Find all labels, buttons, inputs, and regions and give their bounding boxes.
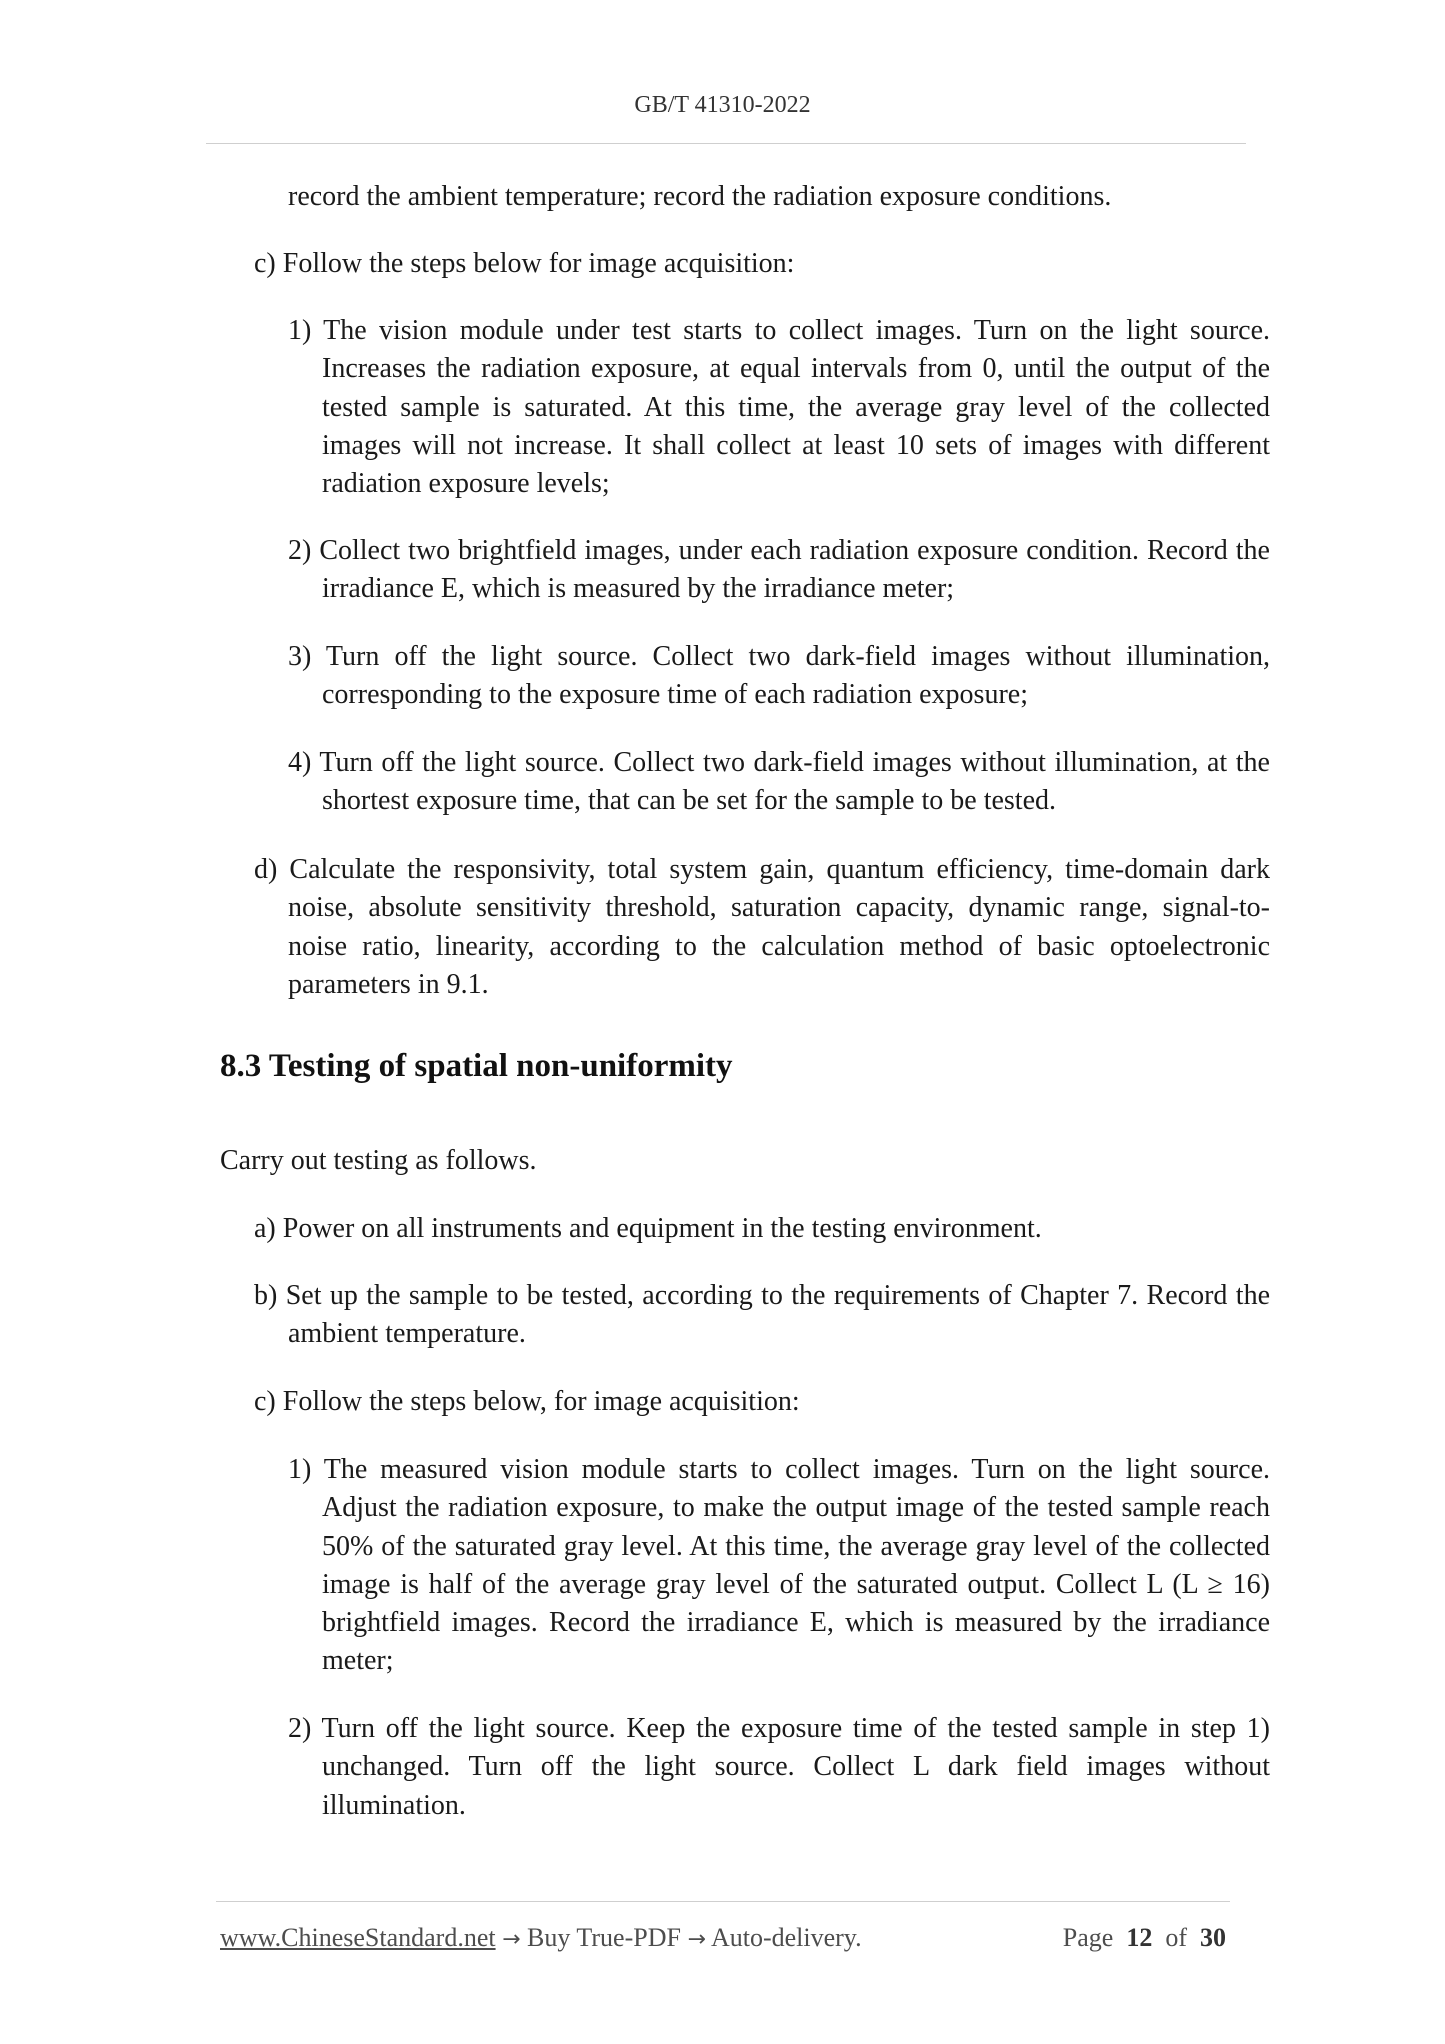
list-label: d) <box>254 854 278 885</box>
step-item-1 <box>288 312 1270 503</box>
page-word: Page <box>1062 1923 1114 1952</box>
b-continuation-text: record the ambient temperature; record the radiation exposure conditions. <box>288 181 1112 212</box>
list-text: Calculate the responsivity, total system gain, quantum efficiency, time-domain dark noise, absolute sensitivity threshold, saturation capacity, dynamic range, signal-to-noise ratio, linearity, according to the calculation method of basic optoelectronic parameters in 9.1. <box>288 854 1271 1000</box>
arrow-right-icon: → <box>687 1927 706 1952</box>
list-text: Set up the sample to be tested, according to the requirements of Chapter 7. Record the ambient temperature. <box>285 1280 1271 1350</box>
list-text: Follow the steps below, for image acquisition: <box>282 1386 800 1417</box>
page-indicator <box>1063 1923 1226 1953</box>
auto-delivery-text: Auto-delivery. <box>710 1923 862 1952</box>
step-item-2 <box>288 532 1270 609</box>
document-footer <box>220 1923 1226 1953</box>
buy-true-pdf-text: Buy True-PDF <box>527 1923 681 1952</box>
footer-divider <box>216 1901 1230 1902</box>
list-item-a <box>254 1210 1270 1248</box>
website-link[interactable]: www.ChineseStandard.net <box>220 1923 496 1952</box>
document-header: GB/T 41310-2022 <box>634 92 811 118</box>
step-item-4 <box>288 744 1270 821</box>
list-label: a) <box>254 1213 276 1244</box>
list-label: c) <box>254 1386 276 1417</box>
step-label: 1) <box>288 315 312 346</box>
step-text: The vision module under test starts to collect images. Turn on the light source. Increases the radiation exposure, at equal intervals from 0, until the output of the tested sample is saturated. At this time, the average gray level of the collected images will not increase. It shall collect at least 10 sets of images with different radiation exposure levels; <box>322 315 1270 500</box>
step-item-3 <box>288 638 1270 715</box>
step-label: 2) <box>288 535 312 566</box>
list-item-d <box>254 851 1270 1004</box>
list-text: Power on all instruments and equipment in the testing environment. <box>282 1213 1042 1244</box>
list-label: c) <box>254 248 276 279</box>
list-text: Follow the steps below for image acquisition: <box>282 248 795 279</box>
list-item-c <box>254 1383 1270 1421</box>
section-heading: 8.3 Testing of spatial non-uniformity <box>220 1048 733 1084</box>
arrow-right-icon: → <box>502 1927 521 1952</box>
step-text: Collect two brightfield images, under each radiation exposure condition. Record the irradiance E, which is measured by the irradiance meter; <box>319 535 1270 605</box>
step-item-1 <box>288 1451 1270 1681</box>
step-label: 2) <box>288 1713 312 1744</box>
list-label: b) <box>254 1280 278 1311</box>
page-number: 12 <box>1126 1923 1153 1952</box>
step-text: Turn off the light source. Keep the exposure time of the tested sample in step 1) unchanged. Turn off the light source. Collect L dark field images without illumination. <box>321 1713 1270 1821</box>
of-word: of <box>1165 1923 1187 1952</box>
step-label: 1) <box>288 1454 312 1485</box>
section-intro: Carry out testing as follows. <box>220 1145 537 1176</box>
header-divider <box>206 143 1246 144</box>
page-total: 30 <box>1200 1923 1226 1952</box>
step-label: 3) <box>288 641 312 672</box>
step-item-2 <box>288 1710 1270 1825</box>
step-label: 4) <box>288 747 312 778</box>
list-item-b <box>254 1277 1270 1354</box>
step-text: Turn off the light source. Collect two dark-field images without illumination, corresponding to the exposure time of each radiation exposure; <box>322 641 1271 711</box>
list-item-c <box>254 245 1270 283</box>
step-text: The measured vision module starts to collect images. Turn on the light source. Adjust the radiation exposure, to make the output image of the tested sample reach 50% of the saturated gray level. At this time, the average gray level of the collected image is half of the average gray level of the saturated output. Collect L (L ≥ 16) brightfield images. Record the irradiance E, which is measured by the irradiance meter; <box>322 1454 1270 1677</box>
step-text: Turn off the light source. Collect two dark-field images without illumination, at the shortest exposure time, that can be set for the sample to be tested. <box>319 747 1270 817</box>
